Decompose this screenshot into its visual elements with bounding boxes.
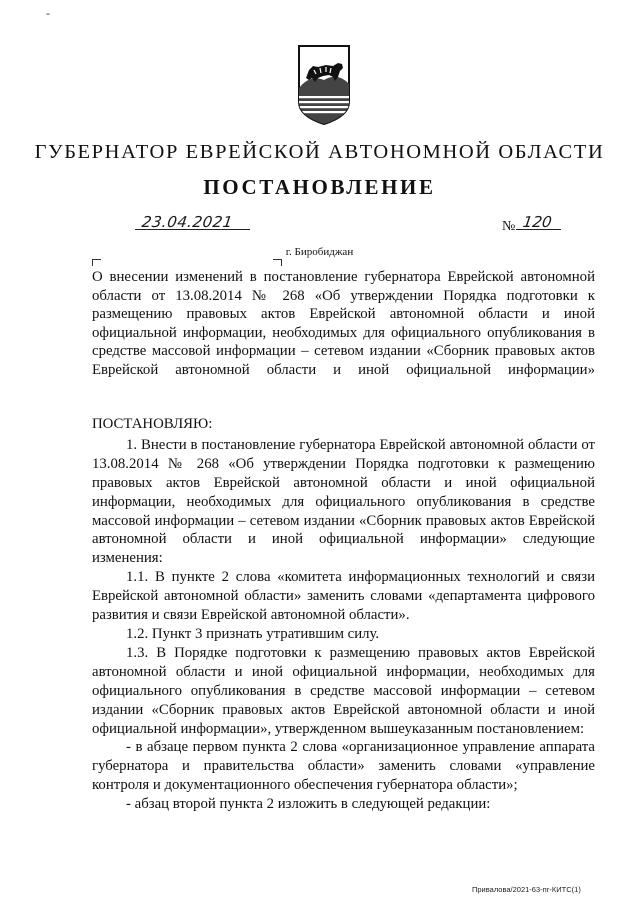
paragraph-1-3: 1.3. В Порядке подготовки к размещению правовых актов Еврейской автономной области и иной официальной информации, необходимых для официального опубликования в средстве массовой информации – сетевом издании «Сборник правовых актов Еврейской автономной области и иной официальной информации», утвержденном вышеуказанным постановлением:	[92, 644, 595, 737]
subject-corner-left	[92, 259, 101, 266]
subject-corner-right	[273, 259, 282, 266]
document-date: 23.04.2021	[140, 213, 235, 231]
number-underline	[516, 229, 561, 230]
paragraph-item-2: - абзац второй пункта 2 изложить в следующей редакции:	[126, 796, 491, 813]
city-label: г. Биробиджан	[285, 246, 354, 258]
number-label: №	[502, 219, 516, 234]
footer-reference: Привалова/2021-63-пг-КИТС(1)	[472, 885, 581, 894]
document-subject: О внесении изменений в постановление губернатора Еврейской автономной области от 13.08.2014 № 268 «Об утверждении Порядка подготовки к размещению правовых актов Еврейской автономной области и иной официальной информации, необходимых для официального опубликования в средстве массовой информации – сетевом издании «Сборник правовых актов Еврейской автономной области и иной официальной информации»	[92, 269, 595, 378]
paragraph-1-2: 1.2. Пункт 3 признать утратившим силу.	[126, 625, 380, 642]
document-body	[92, 415, 595, 814]
paragraph-item-1: - в абзаце первом пункта 2 слова «организационное управление аппарата губернатора и правительства области» заменить словами «управление контроля и документационного обеспечения губернатора области»;	[92, 739, 595, 794]
document-type-title: ПОСТАНОВЛЕНИЕ	[203, 175, 436, 199]
paragraph-1-1: 1.1. В пункте 2 слова «комитета информационных технологий и связи Еврейской автономной области» заменить словами «департамента цифрового развития и связи Еврейской автономной области».	[92, 569, 595, 624]
paragraph-1: 1. Внести в постановление губернатора Еврейской автономной области от 13.08.2014 № 268 «Об утверждении Порядка подготовки к размещению правовых актов Еврейской автономной области и иной официальной информации, необходимых для официального опубликования в средстве массовой информации – сетевом издании «Сборник правовых актов Еврейской автономной области и иной официальной информации» следующие изменения:	[92, 436, 595, 567]
authority-title: ГУБЕРНАТОР ЕВРЕЙСКОЙ АВТОНОМНОЙ ОБЛАСТИ	[34, 141, 605, 163]
page-mark: -	[46, 6, 50, 20]
date-underline	[135, 229, 250, 230]
coat-of-arms-emblem-icon	[296, 44, 352, 126]
resolve-heading: ПОСТАНОВЛЯЮ:	[92, 416, 213, 432]
document-number: 120	[521, 213, 553, 231]
